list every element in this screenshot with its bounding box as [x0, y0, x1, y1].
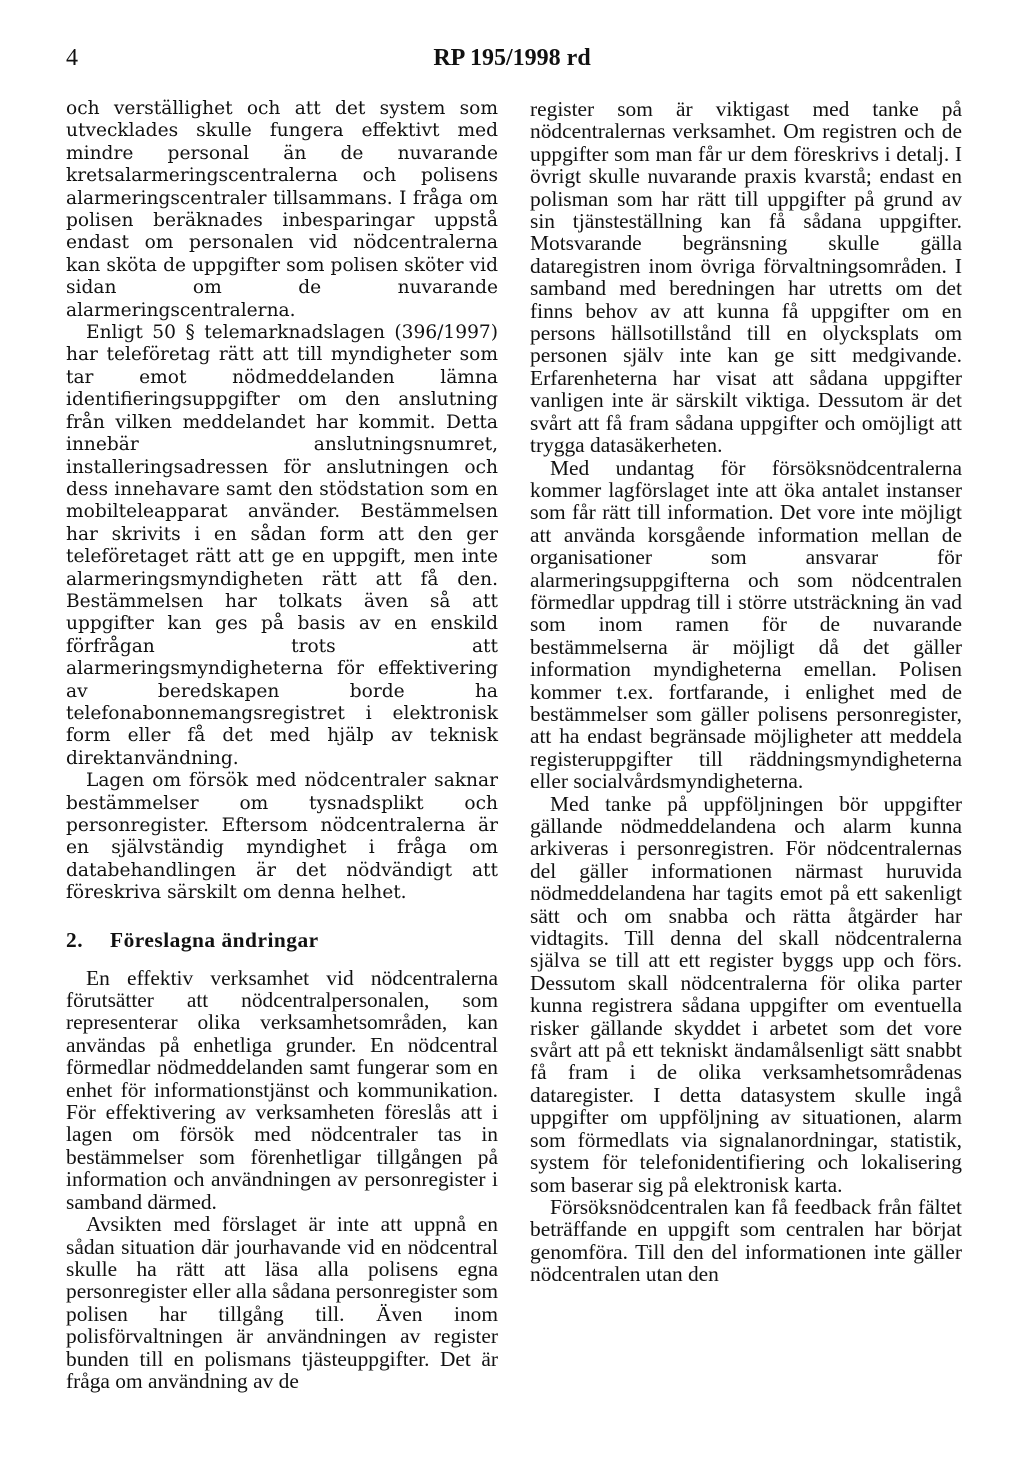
running-head: RP 195/1998 rd	[433, 45, 591, 71]
paragraph: Med tanke på uppföljningen bör uppgifter gällande nödmeddelandena och alarm kunna arkiveras i personregistren. För nödcentralernas del gäller informationen närmast huruvida nödmeddelandena har tagits emot på ett sakenligt sätt och om snabba och rätta åtgärder har vidtagits. Till denna del skall nödcentralerna själva se till att ett register byggs upp och förs. Dessutom skall nödcentralerna för olika parter kunna registrera sådana uppgifter om eventuella risker gällande skyddet i arbetet som det vore svårt att på ett tekniskt ändamålsenligt sätt snabbt få fram i de olika verksamhetsområdenas dataregister. I detta datasystem skulle ingå uppgifter om uppföljning av situationen, alarm som förmedlats via signalanordningar, statistik, system för telefonidentifiering och lokalisering som baserar sig på elektronisk karta.	[530, 791, 962, 1197]
paragraph: En effektiv verksamhet vid nödcentralerna förutsätter att nödcentralpersonalen, som representerar olika verksamhetsområden, kan användas på enhetliga grunder. En nödcentral förmedlar nödmeddelanden samt fungerar som en enhet för informationstjänst och kommunikation. För effektivering av verksamheten föreslås att i lagen om försök med nödcentraler tas in bestämmelser som förenhetligar tillgången på information och användningen av personregister i samband därmed.	[66, 965, 498, 1214]
page-number: 4	[66, 45, 78, 71]
paragraph: register som är viktigast med tanke på nödcentralernas verksamhet. Om registren och de uppgifter som man får ur dem föreskrivs i detalj. I övrigt skulle nuvarande praxis kvarstå; endast en polisman som har rätt till uppgifter på grund av sin tjänsteställning kan få sådana uppgifter. Motsvarande begränsning skulle gälla dataregistren inom övriga förvaltningsområden. I samband med beredningen har utretts om det finns behov av att kunna få uppgifter om en persons hällsotillstånd till en olycksplats om personen själv inte kan ge sitt medgivande. Erfarenheterna har visat att sådana uppgifter vanligen inte är särskilt viktiga. Dessutom är det svårt att få fram sådana uppgifter och omöjligt att trygga datasäkerheten.	[530, 97, 962, 458]
section-heading	[66, 927, 498, 953]
right-column	[530, 98, 962, 1286]
left-column	[66, 98, 498, 1392]
section-title: Föreslagna ändringar	[110, 927, 319, 952]
paragraph: Enligt 50 § telemarknadslagen (396/1997) har teleföretag rätt att till myndigheter som tar emot nödmeddelanden lämna identifieringsuppgifter om den anslutning från vilken meddelandet har kommit. Detta innebär anslutningsnumret, installeringsadressen för anslutningen och dess innehavare samt den stödstation som en mobilteleapparat använder. Bestämmelsen har skrivits i en sådan form att den ger teleföretaget rätt att ge en uppgift, men inte alarmeringsmyndigheten rätt att få den. Bestämmelsen har tolkats även så att uppgifter kan ges på basis av en enskild förfrågan trots att alarmeringsmyndigheterna för effektivering av beredskapen borde ha telefonabonnemangsregistret i elektronisk form eller få det med hjälp av teknisk direktanvändning.	[66, 322, 498, 769]
paragraph: Avsikten med förslaget är inte att uppnå en sådan situation där jourhavande vid en nödcentral skulle ha rätt att läsa alla polisens egna personregister eller alla sådana personregister som polisen har tillgång till. Även inom polisförvaltningen är användningen av register bunden till en polismans tjästeuppgifter. Det är fråga om användning av de	[66, 1212, 498, 1393]
paragraph: och verställighet och att det system som utvecklades skulle fungera effektivt med mindre personal än de nuvarande kretsalarmeringscentralerna och polisens alarmeringscentraler tillsammans. I fråga om polisen beräknades inbesparingar uppstå endast om personalen vid nödcentralerna kan sköta de uppgifter som polisen sköter vid sidan om de nuvarande alarmeringscentralerna.	[66, 98, 498, 321]
paragraph: Med undantag för försöksnödcentralerna kommer lagförslaget inte att öka antalet instanser som får rätt till information. Det vore inte möjligt att använda korsgående information mellan de organisationer som ansvarar för alarmeringsuppgifterna och som nödcentralen förmedlar uppdrag till i större utsträckning än vad som inom ramen för de nuvarande bestämmelserna är möjligt då det gäller information myndigheterna emellan. Polisen kommer t.ex. fortfarande, i enlighet med de bestämmelser som gäller polisens personregister, att ha endast begränsade möjligheter att meddela registeruppgifter till räddningsmyndigheterna eller socialvårdsmyndigheterna.	[530, 455, 962, 794]
section-number: 2.	[66, 927, 84, 952]
paragraph: Försöksnödcentralen kan få feedback från fältet beträffande en uppgift som centralen har börjat genomföra. Till den del informationen inte gäller nödcentralen utan den	[530, 1194, 962, 1287]
paragraph: Lagen om försök med nödcentraler saknar bestämmelser om tysnadsplikt och personregister. Eftersom nödcentralerna är en självständig myndighet i fråga om databehandlingen är det nödvändigt att föreskriva särskilt om denna helhet.	[66, 770, 498, 904]
